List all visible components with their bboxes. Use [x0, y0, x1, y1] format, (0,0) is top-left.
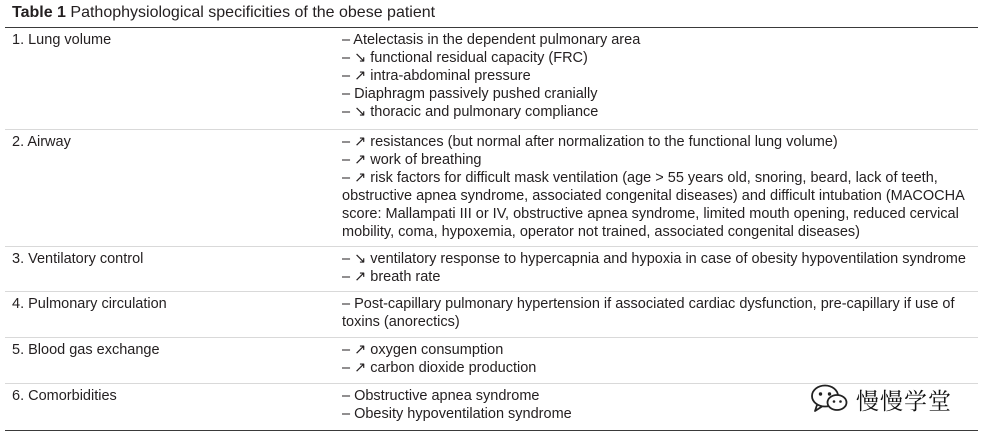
row-items — [342, 341, 976, 377]
table-title: Pathophysiological specificities of the obese patient — [70, 4, 436, 21]
watermark — [810, 383, 952, 415]
table-row-blood-gas-exchange — [5, 338, 978, 384]
list-item: – ↗ resistances (but normal after normalization to the functional lung volume) — [342, 134, 838, 150]
row-items — [342, 133, 976, 241]
table-bottom-rule — [5, 430, 978, 431]
table-label: Table 1 — [12, 4, 66, 21]
row-category: 2. Airway — [12, 134, 71, 150]
row-items — [342, 250, 976, 286]
list-item: – ↗ breath rate — [342, 269, 441, 285]
list-item: – ↗ intra-abdominal pressure — [342, 68, 531, 84]
list-item: – Obesity hypoventilation syndrome — [342, 406, 572, 422]
list-item: – Atelectasis in the dependent pulmonary area — [342, 32, 641, 48]
list-item: – ↗ risk factors for difficult mask ventilation (age > 55 years old, snoring, beard, lack of teeth, obstructive apnea syndrome, associated congenital diseases) and difficult intubation (MACOCHA score: Mallampati III or IV, obstructive apnea syndrome, limited mouth opening, reduced cervical mobility, coma, hypoxemia, operator not trained, associated congenital diseases) — [342, 170, 964, 240]
list-item: – ↘ ventilatory response to hypercapnia and hypoxia in case of obesity hypoventilation syndrome — [342, 251, 966, 267]
list-item: – Post-capillary pulmonary hypertension if associated cardiac dysfunction, pre-capillary if use of toxins (anorectics) — [342, 296, 955, 330]
table-caption — [12, 3, 435, 23]
row-category: 3. Ventilatory control — [12, 251, 144, 267]
row-category: 1. Lung volume — [12, 32, 112, 48]
list-item: – ↗ oxygen consumption — [342, 342, 504, 358]
row-items — [342, 295, 976, 331]
list-item: – ↘ functional residual capacity (FRC) — [342, 50, 588, 66]
list-item: – ↘ thoracic and pulmonary compliance — [342, 104, 599, 120]
table-row-airway — [5, 130, 978, 247]
table-row-pulmonary-circulation — [5, 292, 978, 338]
watermark-text: 慢慢学堂 — [856, 388, 952, 415]
list-item: – ↗ work of breathing — [342, 152, 482, 168]
table-row-lung-volume — [5, 28, 978, 130]
table — [5, 28, 978, 430]
row-category: 4. Pulmonary circulation — [12, 296, 167, 312]
list-item: – Diaphragm passively pushed cranially — [342, 86, 598, 102]
list-item: – Obstructive apnea syndrome — [342, 388, 540, 404]
list-item: – ↗ carbon dioxide production — [342, 360, 537, 376]
wechat-icon — [810, 384, 848, 414]
row-items — [342, 31, 976, 121]
row-category: 6. Comorbidities — [12, 388, 117, 404]
table-row-ventilatory-control — [5, 247, 978, 292]
row-category: 5. Blood gas exchange — [12, 342, 160, 358]
